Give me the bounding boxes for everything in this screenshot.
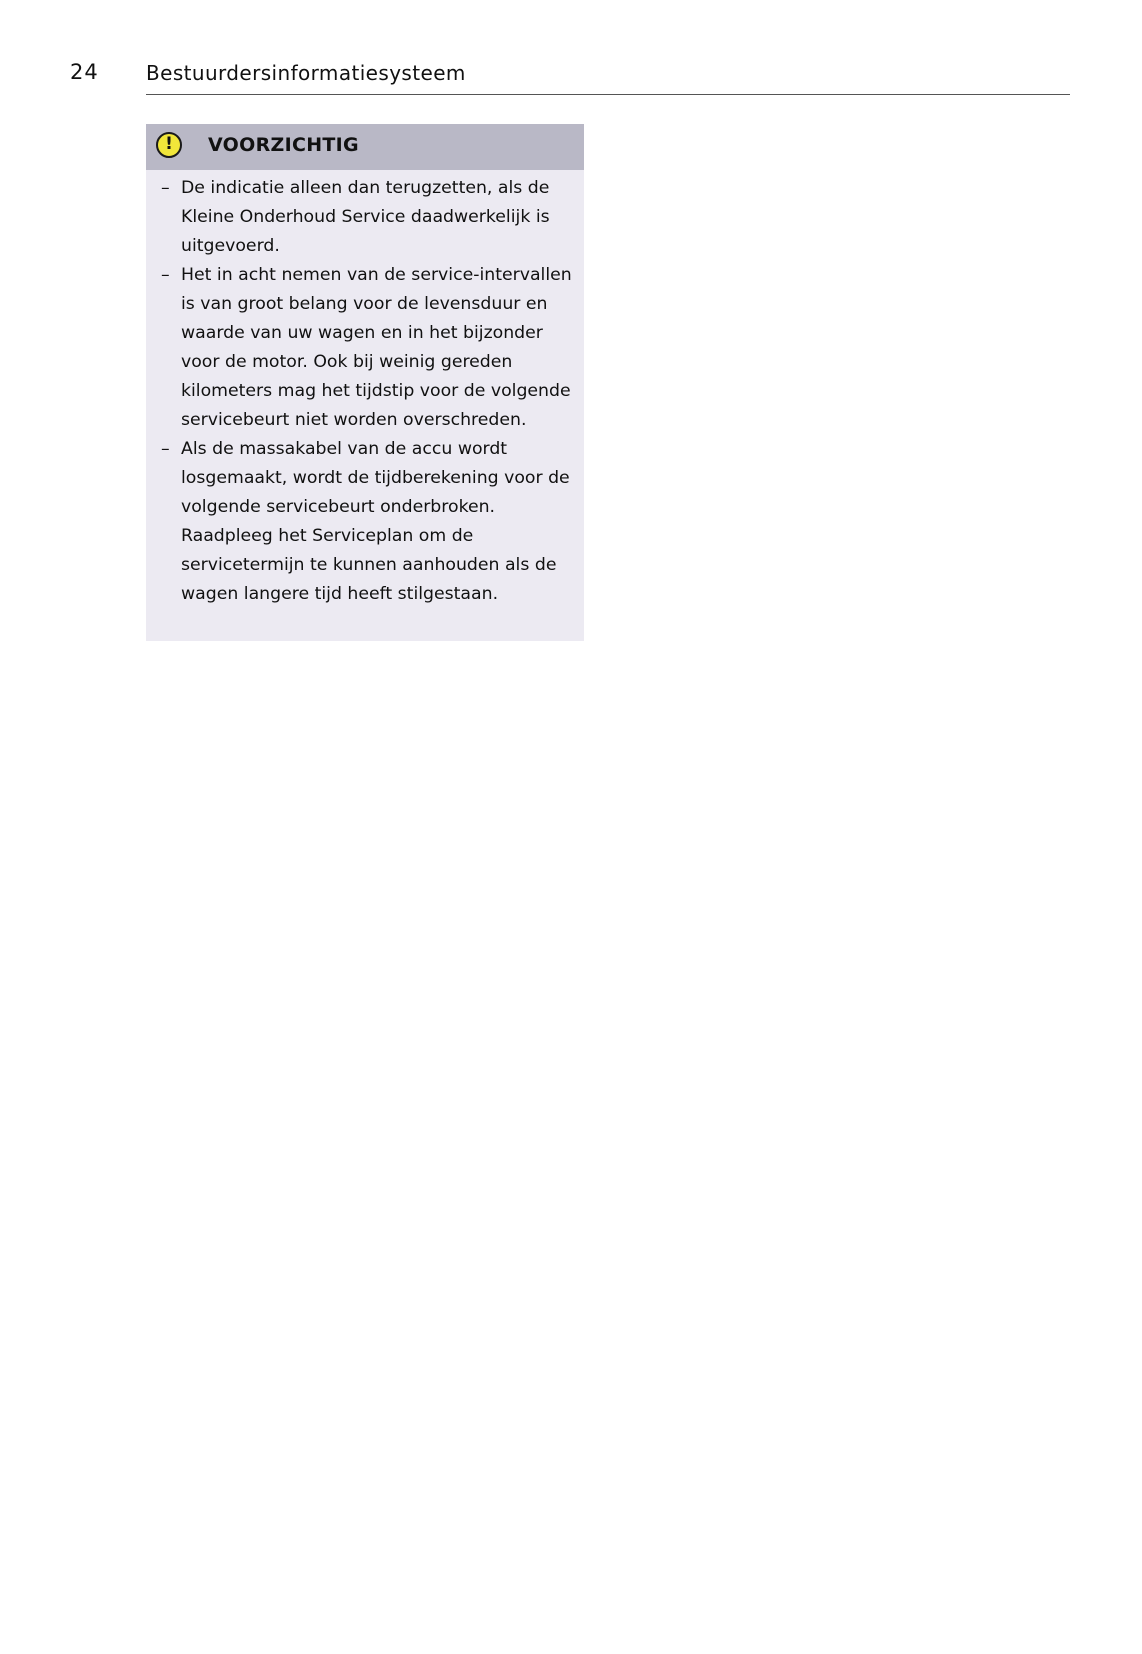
running-title: Bestuurdersinformatiesysteem: [146, 61, 466, 85]
header-rule: [146, 94, 1070, 95]
caution-item-text: De indicatie alleen dan terugzetten, als de Kleine Onderhoud Service daadwerkelijk is uitgevoerd.: [181, 178, 550, 256]
caution-list: [146, 174, 584, 609]
caution-item: [146, 174, 584, 261]
list-dash: –: [161, 265, 170, 285]
caution-item-text: Als de massakabel van de accu wordt losgemaakt, wordt de tijdberekening voor de volgende servicebeurt onderbroken. Raadpleeg het Serviceplan om de servicetermijn te kunnen aanhouden als de wagen langere tijd heeft stilgestaan.: [181, 439, 570, 604]
exclamation-circle-icon: !: [156, 132, 182, 158]
caution-item: [146, 435, 584, 609]
caution-title: VOORZICHTIG: [208, 134, 359, 156]
caution-header: [146, 124, 584, 170]
caution-item: [146, 261, 584, 435]
list-dash: –: [161, 178, 170, 198]
caution-item-text: Het in acht nemen van de service-intervallen is van groot belang voor de levensduur en waarde van uw wagen en in het bijzonder voor de motor. Ook bij weinig gereden kilometers mag het tijdstip voor de volgende servicebeurt niet worden overschreden.: [181, 265, 572, 430]
caution-box: [146, 124, 584, 641]
page-number: 24: [70, 60, 99, 84]
list-dash: –: [161, 439, 170, 459]
